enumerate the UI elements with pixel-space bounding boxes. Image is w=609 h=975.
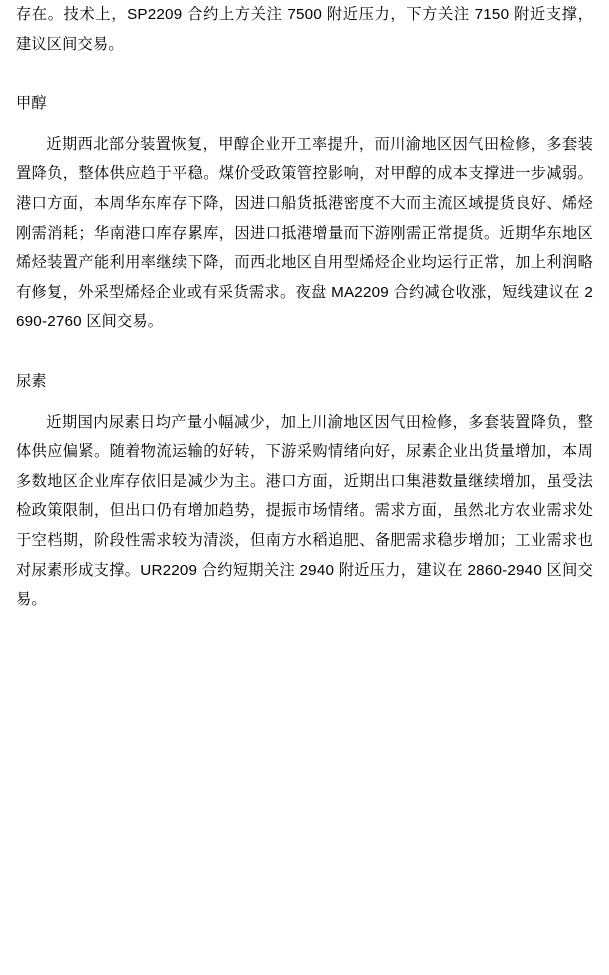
urea-body-paragraph: 近期国内尿素日均产量小幅减少，加上川渝地区因气田检修，多套装置降负，整体供应偏紧。随着物流运输的好转，下游采购情绪向好，尿素企业出货量增加，本周多数地区企业库存依旧是减少为主。港口方面，近期出口集港数量继续增加，虽受法检政策限制，但出口仍有增加趋势，提振市场情绪。需求方面，虽然北方农业需求处于空档期，阶段性需求较为清淡，但南方水稻追肥、备肥需求稳步增加；工业需求也对尿素形成支撑。UR2209 合约短期关注 2940 附近压力，建议在 2860-2940 区间交易。 [16,413,593,609]
paragraph-block-continued [16,0,593,59]
continued-paragraph: 存在。技术上，SP2209 合约上方关注 7500 附近压力，下方关注 7150 附近支撑，建议区间交易。 [16,6,593,53]
spacer-after-continued [16,59,593,89]
section-methanol [16,89,593,337]
section-urea [16,367,593,615]
methanol-body-paragraph: 近期西北部分装置恢复，甲醇企业开工率提升，而川渝地区因气田检修，多套装置降负，整体供应趋于平稳。煤价受政策管控影响，对甲醇的成本支撑进一步减弱。港口方面，本周华东库存下降，因进口船货抵港密度不大而主流区域提货良好、烯烃刚需消耗；华南港口库存累库，因进口抵港增量而下游刚需正常提货。近期华东地区烯烃装置产能利用率继续下降，而西北地区自用型烯烃企业均运行正常，加上利润略有修复，外采型烯烃企业或有采货需求。夜盘 MA2209 合约减仓收涨，短线建议在 2690-2760 区间交易。 [16,135,593,331]
spacer-between-sections [16,337,593,367]
urea-heading: 尿素 [16,372,47,390]
methanol-heading: 甲醇 [16,95,47,113]
spacer-urea-heading [16,397,593,408]
spacer-methanol-heading [16,119,593,130]
